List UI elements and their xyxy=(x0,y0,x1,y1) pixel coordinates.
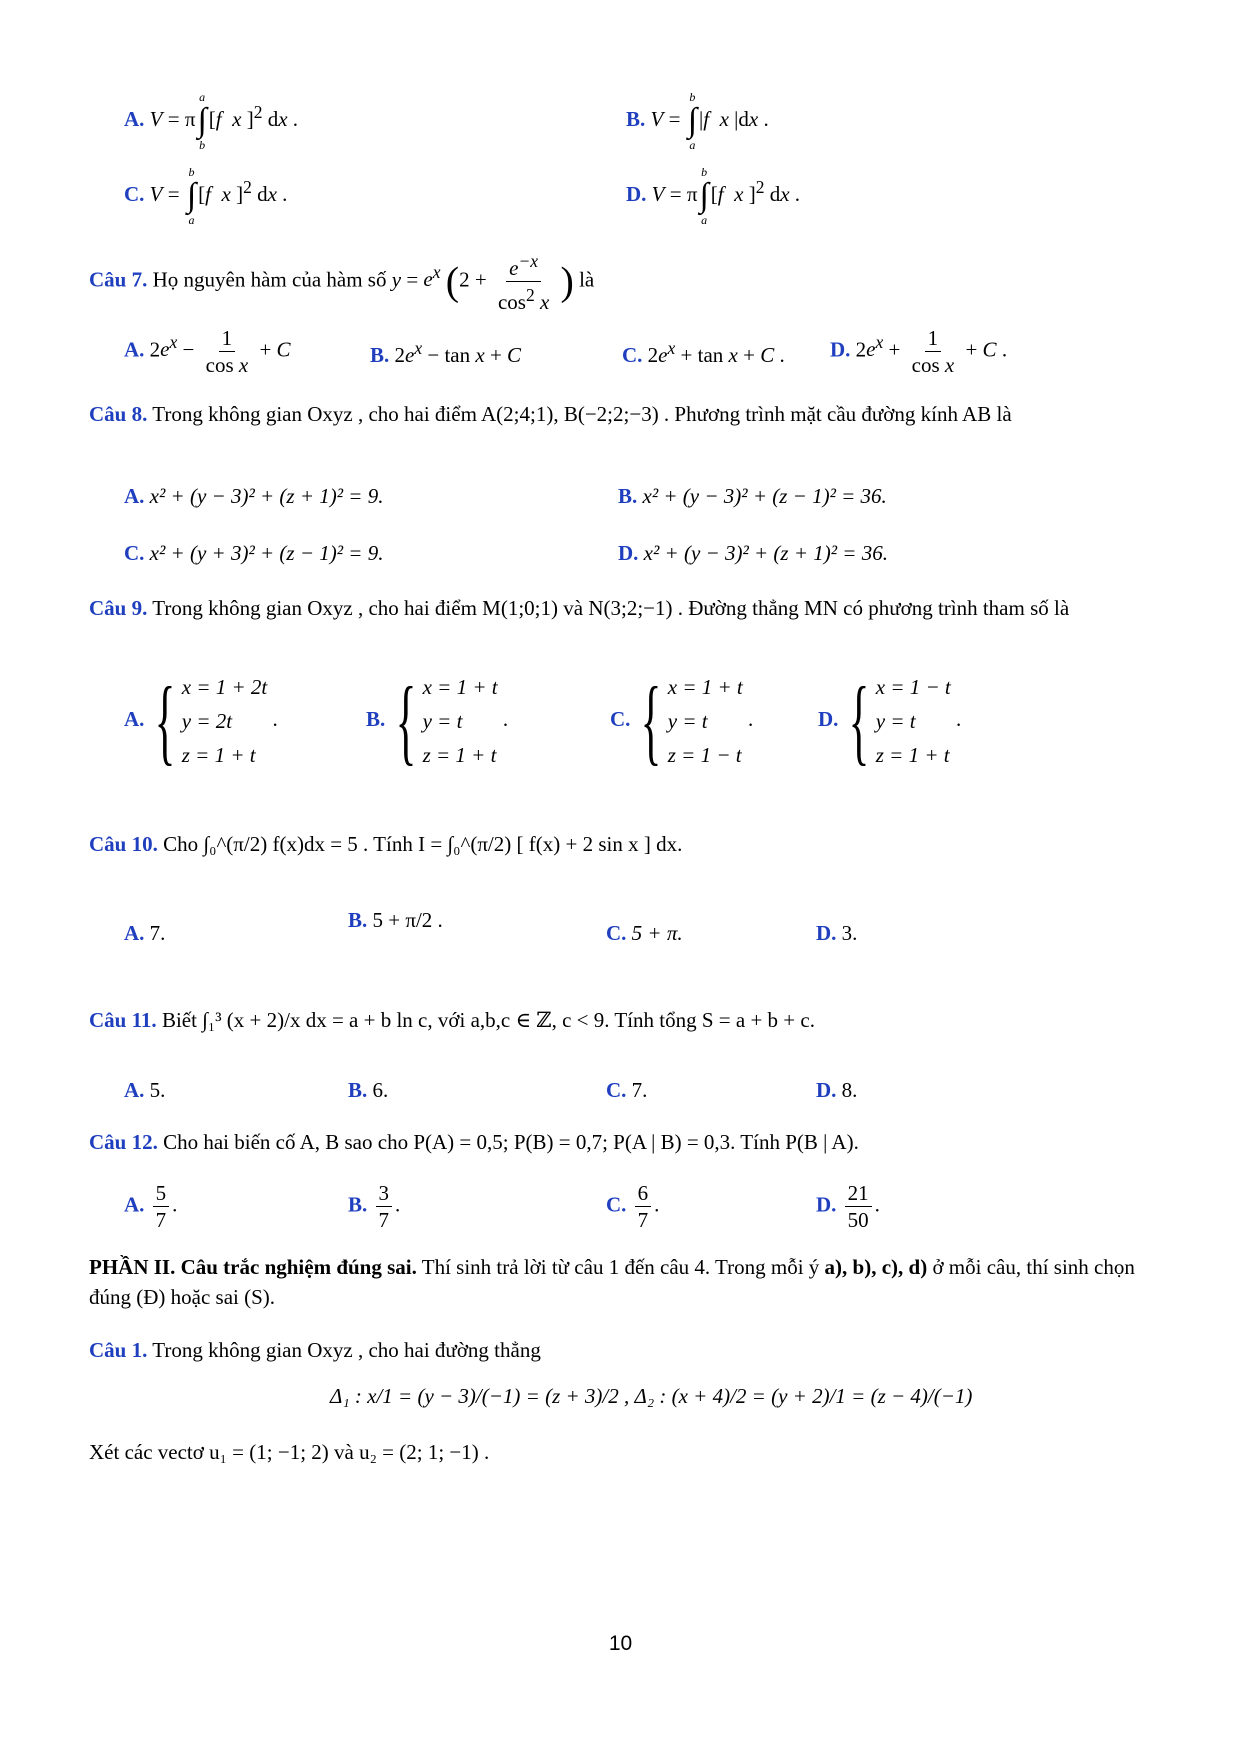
q9-option-a: A. { x = 1 + 2t y = 2t z = 1 + t . xyxy=(124,667,278,774)
q11-option-d: D. 8. xyxy=(816,1078,858,1102)
q11-option-b: B. 6. xyxy=(348,1078,389,1102)
question-11: Câu 11. Biết ∫₁³ (x + 2)/x dx = a + b ln c, với a,b,c ∈ ℤ, c < 9. Tính tổng S = a + b + c. xyxy=(89,1008,815,1032)
q7-option-b: B. $2e^x - \tan x + C$ xyxy=(370,338,522,367)
q6-option-b: B. V = b ∫ a |f x |dx . xyxy=(626,90,769,152)
q6-option-c: C. V = b ∫ a [f x ]$^2$ dx . xyxy=(124,165,288,227)
q9-option-c: C. { x = 1 + t y = t z = 1 − t . xyxy=(610,667,754,774)
q8-option-d: D. x² + (y − 3)² + (z + 1)² = 36. xyxy=(618,541,888,565)
q7-option-d: D. $2e^x$ + $\frac{1}{\text{cos x}}$ + C . xyxy=(830,326,1008,377)
q10-option-c: C. 5 + π. xyxy=(606,921,683,945)
question-8: Câu 8. Trong không gian Oxyz , cho hai điểm A(2;4;1), B(−2;2;−3) . Phương trình mặt cầu đường kính AB là xyxy=(89,402,1012,426)
q8-option-c: C. x² + (y + 3)² + (z − 1)² = 9. xyxy=(124,541,384,565)
q6-option-d: D. V = π b ∫ a [f x ]$^2$ dx . xyxy=(626,165,801,227)
q12-option-b: B. $\frac{3}{7}$ . xyxy=(348,1181,401,1232)
q7-option-a: A. $2e^x$ − $\frac{1}{\text{cos x}}$ + C xyxy=(124,326,291,377)
q10-option-d: D. 3. xyxy=(816,921,858,945)
question-10: Câu 10. Cho ∫₀^(π/2) f(x)dx = 5 . Tính I = ∫₀^(π/2) [ f(x) + 2 sin x ] dx. xyxy=(89,832,683,856)
q11-option-c: C. 7. xyxy=(606,1078,648,1102)
q9-option-b: B. { x = 1 + t y = t z = 1 + t . xyxy=(366,667,509,774)
vectors-text: Xét các vectơ u₁ = (1; −1; 2) và u₂ = (2; 1; −1) . xyxy=(89,1440,490,1464)
q6-option-a: A. V = π a ∫ b [f x ]$^2$ dx . xyxy=(124,90,299,152)
q11-option-a: A. 5. xyxy=(124,1078,166,1102)
part-2-header: PHẦN II. Câu trắc nghiệm đúng sai. Thí sinh trả lời từ câu 1 đến câu 4. Trong mỗi ý a), b), c), d) ở mỗi câu, thí sinh chọn đúng (Đ) hoặc sai (S). xyxy=(89,1255,1135,1309)
part-2-question-1: Câu 1. Trong không gian Oxyz , cho hai đường thẳng xyxy=(89,1338,541,1362)
q7-option-c: C. $2e^x + \tan x + C$ . xyxy=(622,338,785,367)
q8-option-b: B. x² + (y − 3)² + (z − 1)² = 36. xyxy=(618,484,887,508)
q12-option-d: D. $\frac{21}{50}$ . xyxy=(816,1181,880,1232)
q12-option-a: A. $\frac{5}{7}$ . xyxy=(124,1181,178,1232)
q9-option-d: D. { x = 1 − t y = t z = 1 + t . xyxy=(818,667,962,774)
question-9: Câu 9. Trong không gian Oxyz , cho hai điểm M(1;0;1) và N(3;2;−1) . Đường thẳng MN có phương trình tham số là xyxy=(89,596,1070,620)
q10-option-b: B. 5 + π/2 . xyxy=(348,908,443,932)
page-number: 10 xyxy=(608,1632,633,1655)
question-7: Câu 7. Họ nguyên hàm của hàm số $y = e^x$ (2 + $\frac{e^{-x}}{\cos^2 x}$ ) là xyxy=(89,248,1154,315)
q10-option-a: A. 7. xyxy=(124,921,166,945)
q12-option-c: C. $\frac{6}{7}$ . xyxy=(606,1181,660,1232)
lines-equation: Δ₁ : x/1 = (y − 3)/(−1) = (z + 3)/2 , Δ₂ : (x + 4)/2 = (y + 2)/1 = (z − 4)/(−1) xyxy=(330,1384,973,1408)
q8-option-a: A. x² + (y − 3)² + (z + 1)² = 9. xyxy=(124,484,384,508)
question-12: Câu 12. Cho hai biến cố A, B sao cho P(A) = 0,5; P(B) = 0,7; P(A | B) = 0,3. Tính P(B | A). xyxy=(89,1130,859,1154)
